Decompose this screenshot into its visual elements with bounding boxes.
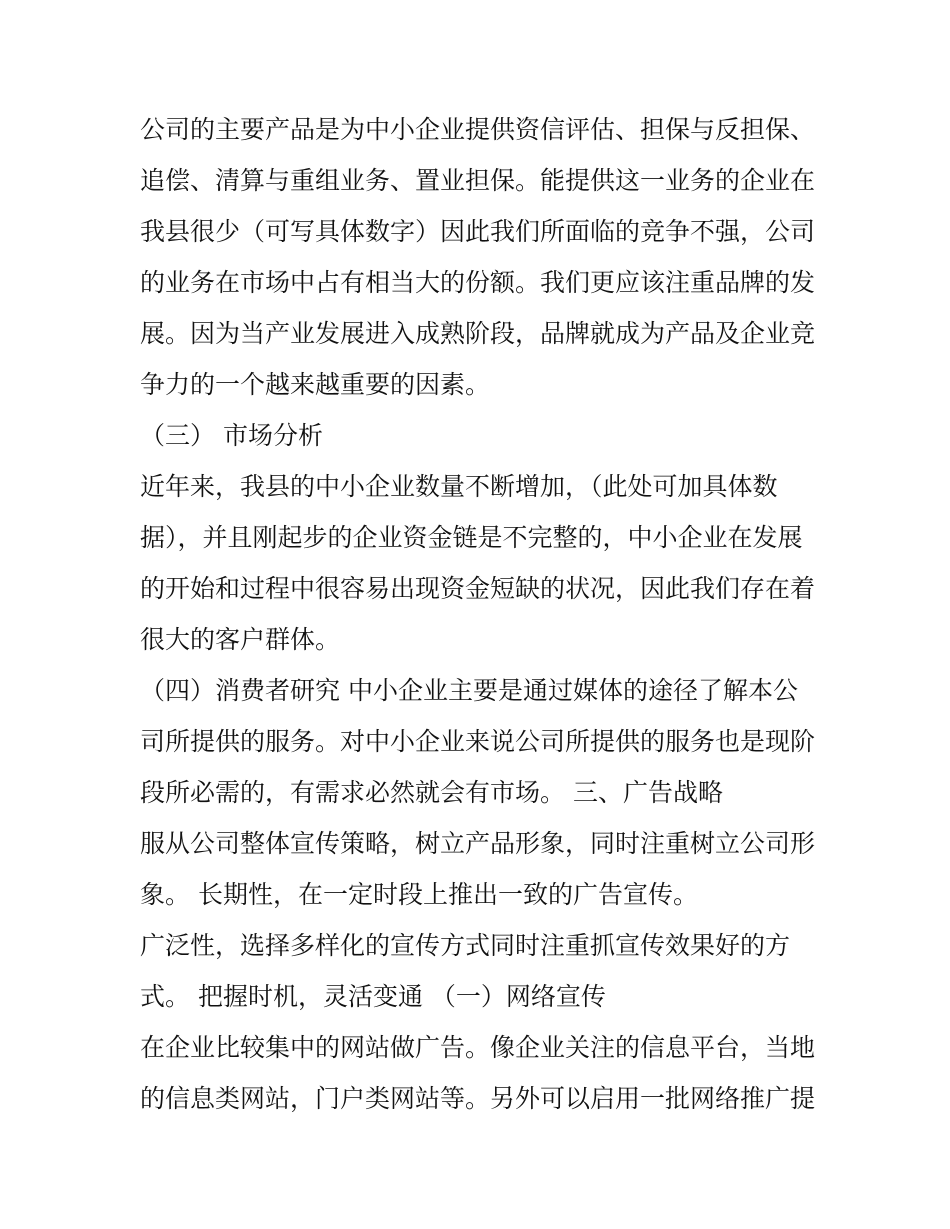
text-line: 式。 把握时机，灵活变通 （一）网络宣传 [140,982,606,1011]
text-line: 公司的主要产品是为中小企业提供资信评估、担保与反担保、 [140,115,816,144]
text-line: 近年来，我县的中小企业数量不断增加，（此处可加具体数 [140,472,778,501]
text-line: 据），并且刚起步的企业资金链是不完整的，中小企业在发展 [140,523,803,552]
text-line: 服从公司整体宣传策略，树立产品形象，同时注重树立公司形 [140,829,816,858]
text-line: 广泛性，选择多样化的宣传方式同时注重抓宣传效果好的方 [140,931,791,960]
text-line: 象。 长期性，在一定时段上推出一致的广告宣传。 [140,880,698,909]
text-line: （四）消费者研究 中小企业主要是通过媒体的途径了解本公 [140,676,798,705]
text-line: 司所提供的服务。对中小企业来说公司所提供的服务也是现阶 [140,727,816,756]
text-line: 的开始和过程中很容易出现资金短缺的状况，因此我们存在着 [140,574,816,603]
text-line: 的信息类网站，门户类网站等。另外可以启用一批网络推广提 [140,1084,816,1113]
document-body [140,104,820,1124]
text-line: 追偿、清算与重组业务、置业担保。能提供这一业务的企业在 [140,166,816,195]
text-line: 很大的客户群体。 [140,625,341,654]
section-heading: （三） 市场分析 [140,421,323,450]
text-line: 的业务在市场中占有相当大的份额。我们更应该注重品牌的发 [140,268,816,297]
text-line: 在企业比较集中的网站做广告。像企业关注的信息平台，当地 [140,1033,816,1062]
text-line: 我县很少（可写具体数字）因此我们所面临的竞争不强，公司 [140,217,816,246]
text-line: 展。因为当产业发展进入成熟阶段，品牌就成为产品及企业竞 [140,319,816,348]
text-line: 争力的一个越来越重要的因素。 [140,370,491,399]
text-line: 段所必需的，有需求必然就会有市场。 三、广告战略 [140,778,723,807]
